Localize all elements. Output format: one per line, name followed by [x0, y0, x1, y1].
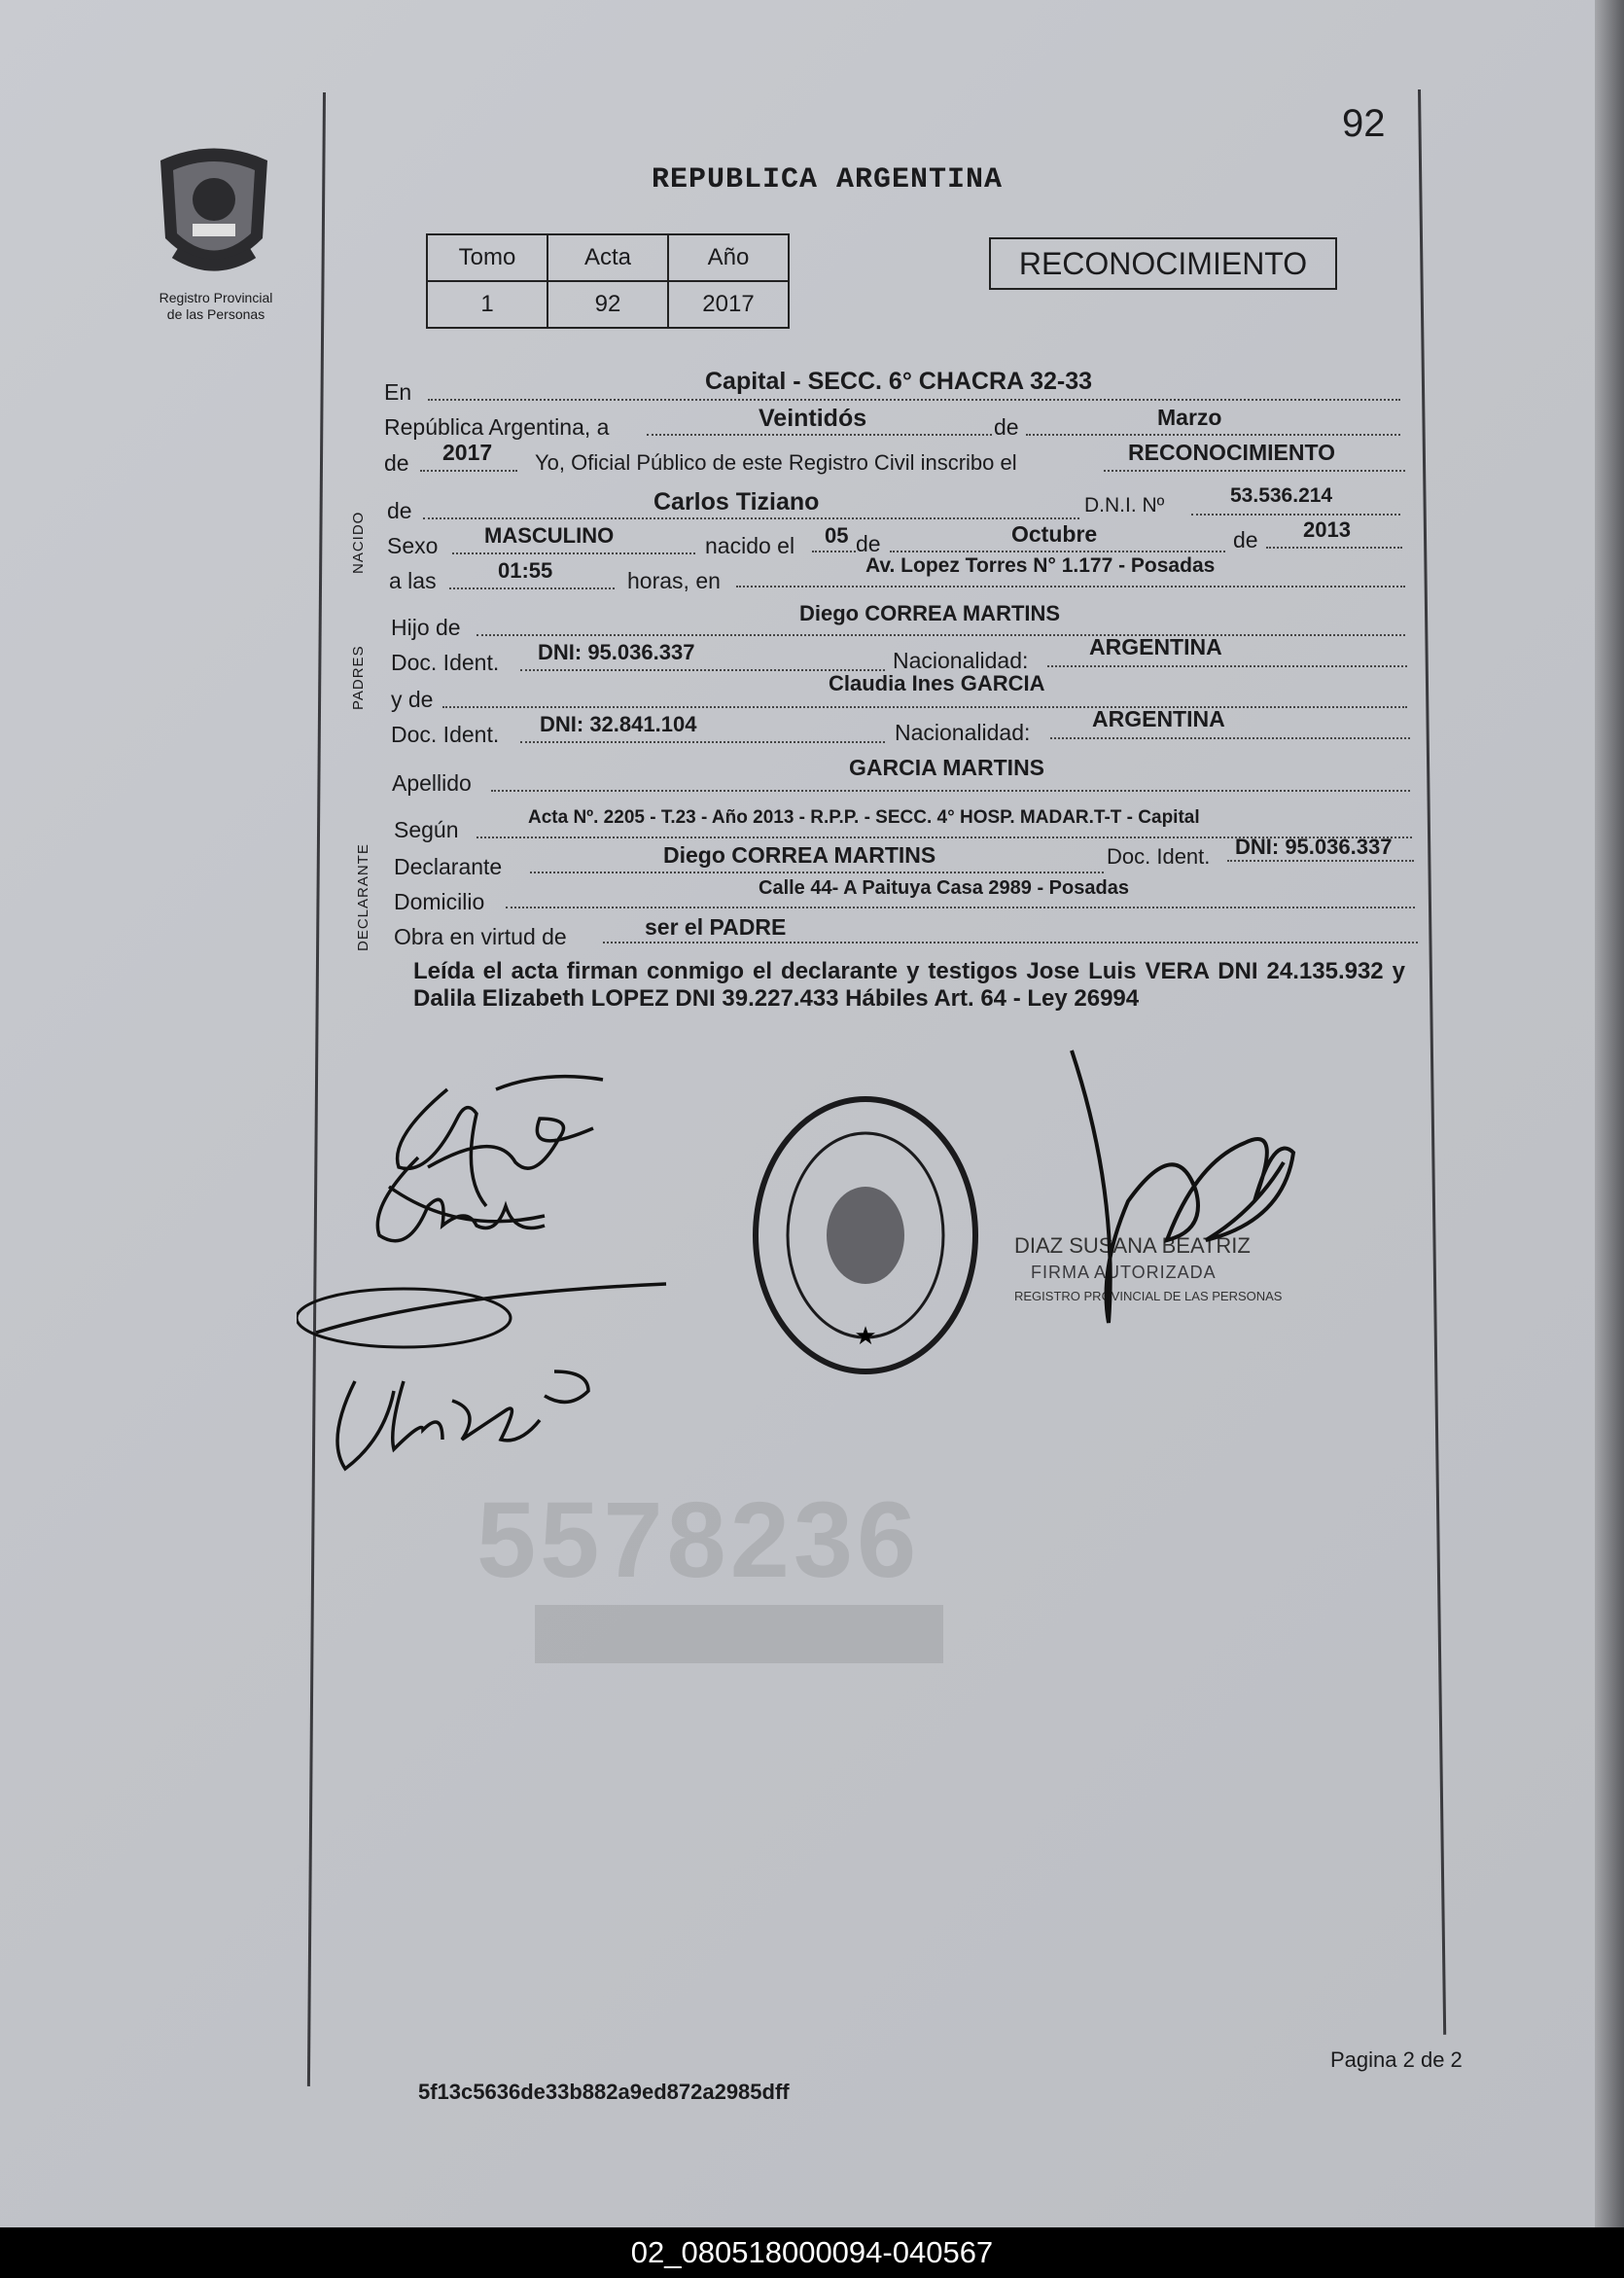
- dots: [890, 551, 1225, 552]
- label-horas-en: horas, en: [627, 568, 721, 593]
- seal-icon: [749, 1089, 982, 1381]
- label-yo: Yo, Oficial Público de este Registro Civil inscribo el: [535, 450, 1017, 475]
- label-apellido: Apellido: [392, 770, 472, 796]
- value-dni: 53.536.214: [1230, 484, 1333, 507]
- value-month: Marzo: [1157, 405, 1222, 430]
- register-header-tomo: Tomo: [427, 234, 547, 281]
- label-nacionalidad-father: Nacionalidad:: [893, 648, 1029, 673]
- signature-officer: [1060, 1046, 1303, 1328]
- register-value-acta: 92: [547, 281, 668, 328]
- label-declarante: Declarante: [394, 854, 503, 879]
- value-mother-doc: DNI: 32.841.104: [540, 712, 697, 736]
- label-de: de: [994, 414, 1019, 440]
- dots: [423, 517, 1079, 519]
- value-birth-place: Av. Lopez Torres N° 1.177 - Posadas: [865, 554, 1216, 577]
- coat-of-arms-icon: [146, 141, 282, 287]
- value-surname: GARCIA MARTINS: [849, 755, 1045, 780]
- side-label-padres: PADRES: [350, 645, 367, 710]
- right-margin-line: [1418, 89, 1446, 2035]
- label-en: En: [384, 379, 412, 405]
- dots: [520, 741, 885, 743]
- dots: [1191, 514, 1400, 516]
- act-type-box: RECONOCIMIENTO: [989, 237, 1337, 290]
- signature-lopez: [297, 1274, 686, 1488]
- value-segun: Acta Nº. 2205 - T.23 - Año 2013 - R.P.P. - SECC. 4° HOSP. MADAR.T-T - Capital: [528, 807, 1200, 828]
- label-dni: D.N.I. Nº: [1084, 494, 1165, 516]
- dots: [736, 586, 1405, 587]
- dots: [1047, 665, 1407, 667]
- background-watermark: [418, 1459, 1060, 1692]
- dots: [442, 706, 1407, 708]
- value-act: RECONOCIMIENTO: [1128, 440, 1335, 465]
- dots: [1050, 737, 1410, 739]
- value-year: 2017: [442, 440, 493, 465]
- side-label-declarante: DECLARANTE: [355, 843, 371, 951]
- officer-role: FIRMA AUTORIZADA: [1031, 1263, 1217, 1282]
- dots: [603, 942, 1418, 943]
- label-doc-ident-father: Doc. Ident.: [391, 650, 500, 675]
- file-caption: 02_080518000094-040567: [0, 2227, 1624, 2278]
- value-declarant: Diego CORREA MARTINS: [663, 842, 936, 868]
- left-margin-line: [307, 92, 326, 2086]
- official-seal: [749, 1089, 982, 1381]
- value-mother: Claudia Ines GARCIA: [829, 671, 1045, 695]
- svg-text:★: ★: [854, 1321, 877, 1350]
- country-title: REPUBLICA ARGENTINA: [652, 163, 1004, 196]
- closing-statement: Leída el acta firman conmigo el declarante y testigos Jose Luis VERA DNI 24.135.932 y Dalila Elizabeth LOPEZ DNI 39.227.433 Hábiles Art. 64 - Ley 26994: [413, 958, 1405, 1012]
- dots: [812, 551, 856, 552]
- register-header-row: [427, 234, 789, 281]
- label-nacido-el: nacido el: [705, 533, 795, 558]
- label-hijo-de: Hijo de: [391, 615, 461, 640]
- register-value-row: [427, 281, 789, 328]
- dots: [506, 907, 1415, 908]
- dots: [1266, 547, 1402, 549]
- value-birth-day: 05: [825, 523, 849, 548]
- page-number: 92: [1342, 102, 1386, 145]
- label-doc-ident-mother: Doc. Ident.: [391, 722, 500, 747]
- register-value-ano: 2017: [668, 281, 789, 328]
- label-y-de: y de: [391, 687, 434, 712]
- label-de-birth-year: de: [1233, 527, 1258, 552]
- label-de-month: de: [856, 531, 881, 556]
- value-day: Veintidós: [759, 405, 867, 432]
- value-place: Capital - SECC. 6° CHACRA 32-33: [705, 368, 1093, 395]
- label-de-name: de: [387, 498, 412, 523]
- label-segun: Según: [394, 817, 459, 842]
- dots: [449, 587, 615, 589]
- label-a-las: a las: [389, 568, 437, 593]
- dots: [477, 634, 1405, 636]
- value-declarant-doc: DNI: 95.036.337: [1235, 835, 1393, 859]
- side-label-nacido: NACIDO: [350, 511, 367, 574]
- label-de-year: de: [384, 450, 409, 476]
- register-header-ano: Año: [668, 234, 789, 281]
- dots: [428, 399, 1400, 401]
- dots: [420, 470, 517, 472]
- value-name: Carlos Tiziano: [653, 488, 820, 516]
- value-sex: MASCULINO: [484, 523, 615, 548]
- value-birth-year: 2013: [1303, 517, 1351, 542]
- officer-name: DIAZ SUSANA BEATRIZ: [1014, 1233, 1251, 1258]
- signature-garcia: [360, 1148, 554, 1264]
- dots: [1104, 470, 1405, 472]
- watermark-number: 5578236: [477, 1480, 921, 1600]
- dots: [1227, 860, 1414, 862]
- dots: [1026, 434, 1400, 436]
- pagination: Pagina 2 de 2: [1330, 2047, 1463, 2072]
- register-value-tomo: 1: [427, 281, 547, 328]
- watermark-bar: [535, 1605, 943, 1663]
- label-doc-ident-declarant: Doc. Ident.: [1107, 844, 1211, 869]
- label-nacionalidad-mother: Nacionalidad:: [895, 720, 1031, 745]
- value-father-doc: DNI: 95.036.337: [538, 640, 695, 664]
- value-birth-month: Octubre: [1011, 521, 1098, 547]
- page-edge-shadow: [1595, 0, 1624, 2227]
- dots: [647, 434, 992, 436]
- label-sexo: Sexo: [387, 533, 439, 558]
- officer-office: REGISTRO PROVINCIAL DE LAS PERSONAS: [1014, 1289, 1283, 1303]
- province-logo: [146, 141, 282, 287]
- register-table: [426, 233, 790, 329]
- value-father: Diego CORREA MARTINS: [799, 601, 1061, 625]
- value-father-nat: ARGENTINA: [1089, 634, 1222, 659]
- value-time: 01:55: [498, 558, 553, 583]
- seal-text: [749, 1089, 750, 1090]
- dots: [530, 872, 1104, 873]
- document-hash: 5f13c5636de33b882a9ed872a2985dff: [418, 2080, 790, 2104]
- label-republica: República Argentina, a: [384, 414, 610, 440]
- value-address: Calle 44- A Paituya Casa 2989 - Posadas: [759, 877, 1129, 899]
- value-reason: ser el PADRE: [645, 914, 787, 940]
- register-header-acta: Acta: [547, 234, 668, 281]
- label-domicilio: Domicilio: [394, 889, 485, 914]
- value-mother-nat: ARGENTINA: [1092, 706, 1225, 731]
- dots: [452, 552, 695, 554]
- dots: [491, 790, 1410, 792]
- label-obra: Obra en virtud de: [394, 924, 567, 949]
- logo-caption: Registro Provincial de las Personas: [159, 290, 273, 322]
